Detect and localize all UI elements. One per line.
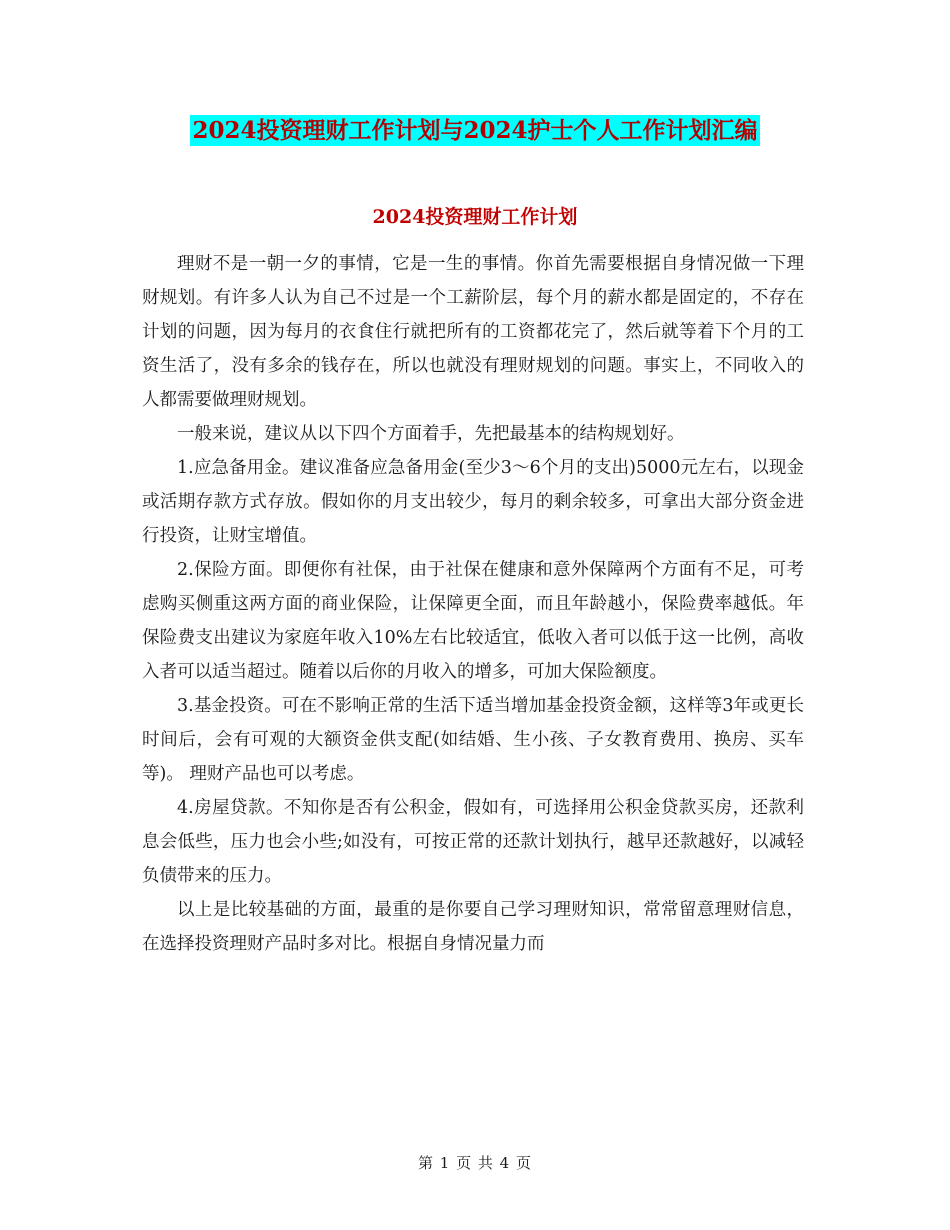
paragraph-intro: 理财不是一朝一夕的事情，它是一生的事情。你首先需要根据自身情况做一下理财规划。有许多人认为自己不过是一个工薪阶层，每个月的薪水都是固定的，不存在计划的问题，因为每月的衣食住行就把所有的工资都花完了，然后就等着下个月的工资生活了，没有多余的钱存在，所以也就没有理财规划的问题。事实上，不同收入的人都需要做理财规划。 bbox=[142, 254, 804, 410]
document-body bbox=[142, 247, 804, 961]
section-title: 2024投资理财工作计划 bbox=[372, 206, 578, 228]
paragraph-housing-loan: 4.房屋贷款。不知你是否有公积金，假如有，可选择用公积金贷款买房，还款利息会低些，压力也会小些;如没有，可按正常的还款计划执行，越早还款越好，以减轻负债带来的压力。 bbox=[142, 798, 804, 886]
paragraph-conclusion: 以上是比较基础的方面，最重的是你要自己学习理财知识，常常留意理财信息，在选择投资理财产品时多对比。根据自身情况量力而 bbox=[142, 900, 804, 954]
paragraph-fund-investment: 3.基金投资。可在不影响正常的生活下适当增加基金投资金额，这样等3年或更长时间后，会有可观的大额资金供支配(如结婚、生小孩、子女教育费用、换房、买车等)。 理财产品也可以考虑。 bbox=[142, 696, 804, 784]
document-title bbox=[0, 112, 950, 150]
document-title-text: 2024投资理财工作计划与2024护士个人工作计划汇编 bbox=[192, 117, 758, 144]
paragraph-overview: 一般来说，建议从以下四个方面着手，先把最基本的结构规划好。 bbox=[177, 424, 685, 444]
paragraph-insurance: 2.保险方面。即便你有社保，由于社保在健康和意外保障两个方面有不足，可考虑购买侧重这两方面的商业保险，让保障更全面，而且年龄越小，保险费率越低。年保险费支出建议为家庭年收入10%左右比较适宜，低收入者可以低于这一比例，高收入者可以适当超过。随着以后你的月收入的增多，可加大保险额度。 bbox=[142, 560, 804, 682]
paragraph-emergency-fund: 1.应急备用金。建议准备应急备用金(至少3～6个月的支出)5000元左右，以现金或活期存款方式存放。假如你的月支出较少，每月的剩余较多，可拿出大部分资金进行投资，让财宝增值。 bbox=[142, 458, 804, 546]
page-footer: 第 1 页 共 4 页 bbox=[418, 1154, 532, 1172]
